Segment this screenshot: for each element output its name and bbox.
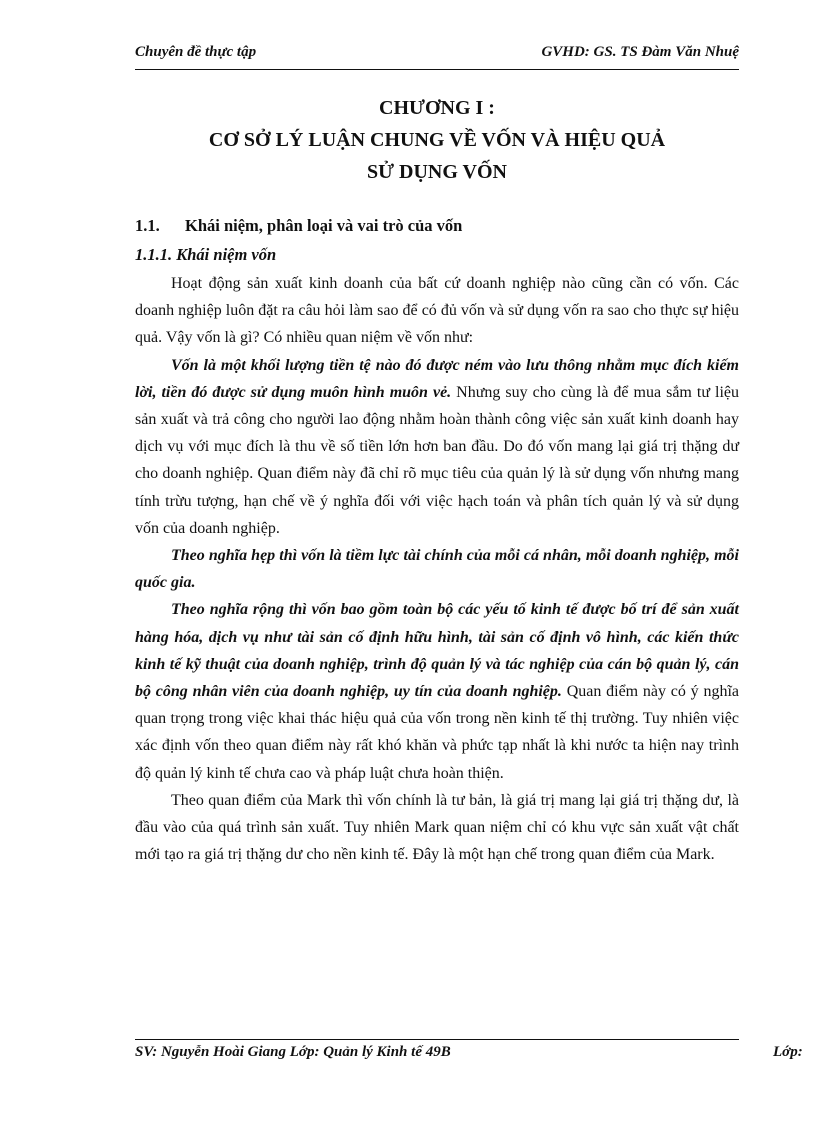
footer-class: Lớp: [773,1044,803,1060]
broad-definition-explanation: Quan điểm này có ý nghĩa quan trọng trong việc khai thác hiệu quả của vốn trong nền kinh tế thị trường. Tuy nhiên việc xác định vốn theo quan điểm này rất khó khăn và phức tạp nhất là khi nước ta hiện nay trình độ quản lý kinh tế chưa cao và pháp luật chưa hoàn thiện. [135,683,739,782]
broad-definition-emphasis: Theo nghĩa rộng thì vốn bao gồm toàn bộ các yếu tố kinh tế được bố trí để sản xuất hàng hóa, dịch vụ như tài sản cố định hữu hình, tài sản cố định vô hình, các kiến thức kinh tế kỹ thuật của doanh nghiệp, trình độ quản lý và tác nghiệp của cán bộ quản lý, cán bộ công nhân viên của doanh nghiệp, uy tín của doanh nghiệp. [135,601,739,701]
header-advisor: GVHD: GS. TS Đàm Văn Nhuệ [541,44,739,60]
definition-emphasis: Vốn là một khối lượng tiền tệ nào đó được ném vào lưu thông nhằm mục đích kiếm lời, tiền đó được sử dụng muôn hình muôn vẻ. [135,356,739,401]
paragraph-narrow-definition [135,542,739,596]
page-header [135,44,739,68]
footer-divider [135,1039,739,1040]
definition-explanation: Nhưng suy cho cùng là để mua sắm tư liệu sản xuất và trả công cho người lao động nhằm hoàn thành công việc sản xuất kinh doanh hay dịch vụ với mục đích là thu về số tiền lớn hơn ban đầu. Do đó vốn mang lại giá trị thặng dư cho doanh nghiệp. Quan điểm này đã chỉ rõ mục tiêu của quản lý là sử dụng vốn nhưng mang tính trừu tượng, hạn chế về ý nghĩa đối với việc hạch toán và phân tích quản lý và sử dụng vốn của doanh nghiệp. [135,383,740,537]
header-topic: Chuyên đề thực tập [135,44,257,60]
section-title: Khái niệm, phân loại và vai trò của vốn [185,216,463,235]
header-divider [135,69,739,70]
paragraph-intro: Hoạt động sản xuất kinh doanh của bất cứ doanh nghiệp nào cũng cần có vốn. Các doanh nghiệp luôn đặt ra câu hỏi làm sao để có đủ vốn và sử dụng vốn ra sao cho thực sự hiệu quả. Vậy vốn là gì? Có nhiều quan niệm về vốn như: [135,275,739,347]
body-text [135,270,739,868]
narrow-definition-emphasis: Theo nghĩa hẹp thì vốn là tiềm lực tài chính của mỗi cá nhân, mỗi doanh nghiệp, mỗi quốc gia. [135,547,739,592]
paragraph-broad-definition [135,596,739,786]
paragraph-definition-1 [135,352,739,542]
chapter-title-line1: CƠ SỞ LÝ LUẬN CHUNG VỀ VỐN VÀ HIỆU QUẢ [208,129,666,151]
paragraph-mark-view: Theo quan điểm của Mark thì vốn chính là tư bản, là giá trị mang lại giá trị thặng dư, là đầu vào của quá trình sản xuất. Tuy nhiên Mark quan niệm chỉ có khu vực sản xuất vật chất mới tạo ra giá trị thặng dư cho nền kinh tế. Đây là một hạn chế trong quan điểm của Mark. [135,791,739,864]
chapter-title-line2: SỬ DỤNG VỐN [366,161,507,183]
section-number: 1.1. [135,216,160,235]
chapter-number: CHƯƠNG I : [379,97,495,119]
footer-student: SV: Nguyễn Hoài Giang Lớp: Quản lý Kinh tế 49B [135,1044,451,1060]
page-footer [135,1044,815,1061]
section-heading [135,216,462,236]
subsection-heading: 1.1.1. Khái niệm vốn [135,245,277,264]
